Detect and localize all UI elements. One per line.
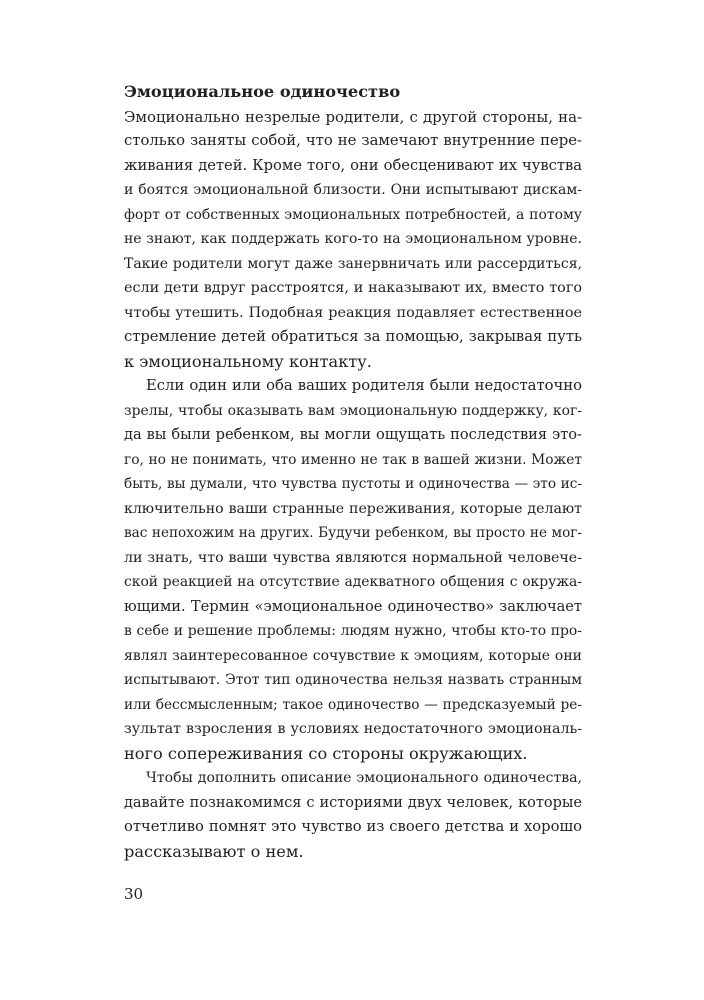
paragraph-1 (124, 105, 582, 375)
paragraph-2 (124, 374, 582, 766)
text-line: не знают, как поддержать кого-то на эмоциональном уровне. (124, 231, 582, 247)
text-line: испытывают. Этот тип одиночества нельзя назвать странным (124, 672, 582, 688)
text-line: в себе и решение проблемы: людям нужно, чтобы кто-то про- (124, 623, 582, 639)
text-line: Эмоционально незрелые родители, с другой стороны, на- (124, 107, 582, 126)
text-line: стремление детей обратиться за помощью, закрывая путь (124, 328, 582, 345)
text-line: форт от собственных эмоциональных потребностей, а потому (124, 206, 582, 223)
text-line: Чтобы дополнить описание эмоционального одиночества, (146, 770, 582, 786)
text-line: являл заинтересованное сочувствие к эмоциям, которые они (124, 647, 582, 664)
text-line: или бессмысленным; такое одиночество — предсказуемый ре- (124, 696, 582, 713)
text-line: зультат взросления в условиях недостаточного эмоциональ- (124, 721, 582, 737)
section-heading: Эмоциональное одиночество (124, 82, 401, 101)
text-block (124, 80, 582, 864)
text-line: Такие родители могут даже занервничать или рассердиться, (124, 255, 582, 272)
page-number: 30 (124, 885, 144, 903)
text-line: отчетливо помнят это чувство из своего детства и хорошо (124, 818, 582, 835)
text-line: живания детей. Кроме того, они обесценивают их чувства (124, 156, 582, 174)
text-line: давайте познакомимся с историями двух человек, которые (124, 794, 582, 811)
text-line: го, но не понимать, что именно не так в вашей жизни. Может (124, 451, 582, 468)
paragraph-3 (124, 766, 582, 864)
text-line: ного сопереживания со стороны окружающих. (124, 743, 528, 763)
text-line: если дети вдруг расстроятся, и наказывают их, вместо того (124, 280, 582, 296)
text-line: Если один или оба ваших родителя были недостаточно (146, 377, 582, 394)
text-line: ключительно ваши странные переживания, которые делают (124, 500, 582, 517)
text-line: зрелы, чтобы оказывать вам эмоциональную поддержку, ког- (124, 402, 582, 419)
text-line: ской реакцией на отсутствие адекватного общения с окружа- (124, 574, 582, 590)
text-line: ющими. Термин «эмоциональное одиночество» заключает (124, 597, 582, 615)
text-line: рассказывают о нем. (124, 841, 304, 861)
text-line: к эмоциональному контакту. (124, 351, 372, 371)
text-line: быть, вы думали, что чувства пустоты и одиночества — это ис- (124, 476, 582, 492)
text-line: и боятся эмоциональной близости. Они испытывают дискам- (124, 182, 582, 198)
text-line: ли знать, что ваши чувства являются нормальной человече- (124, 549, 582, 566)
text-line: вас непохожим на других. Будучи ребенком, вы просто не мог- (124, 525, 582, 541)
text-line: чтобы утешить. Подобная реакция подавляет естественное (124, 304, 582, 321)
text-line: столько заняты собой, что не замечают внутренние пере- (124, 132, 582, 149)
text-line: да вы были ребенком, вы могли ощущать последствия это- (124, 426, 582, 443)
